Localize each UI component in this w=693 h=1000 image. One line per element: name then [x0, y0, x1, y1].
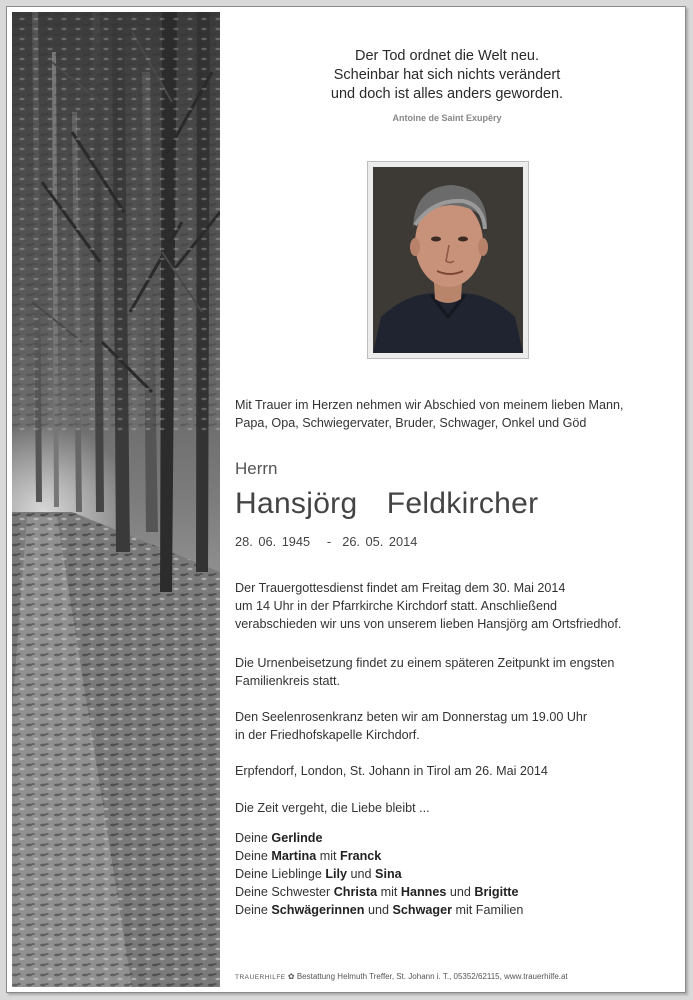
signature-name: Hannes: [400, 885, 447, 899]
portrait-illustration: [373, 167, 523, 353]
quote-line: Der Tod ordnet die Welt neu.: [354, 48, 540, 64]
place-date: [235, 762, 675, 780]
signature-text: und: [347, 867, 376, 881]
signature-name: Christa: [333, 885, 378, 899]
rosary-paragraph: [235, 708, 675, 744]
signature-text: und: [446, 885, 475, 899]
signature-name: Brigitte: [474, 885, 519, 899]
signature-text: Deine: [235, 849, 272, 863]
signature-line: [235, 901, 675, 919]
paragraph-line: Die Zeit vergeht, die Liebe bleibt ...: [235, 801, 430, 815]
signature-name: Sina: [375, 867, 402, 881]
paragraph-line: Den Seelenrosenkranz beten wir am Donnerstag um 19.00 Uhr: [235, 710, 588, 724]
portrait-photo: [373, 167, 523, 353]
signature-text: und: [364, 903, 393, 917]
deceased-name: Hansjörg Feldkircher: [235, 487, 539, 520]
signature-line: [235, 865, 675, 883]
signature-text: Deine Schwester: [235, 885, 334, 899]
service-paragraph: [235, 579, 675, 633]
forest-path-photo: [12, 12, 220, 987]
signatures: [235, 829, 675, 919]
flower-icon: ✿: [287, 972, 295, 981]
footer: [235, 972, 675, 981]
signature-name: Martina: [271, 849, 317, 863]
signature-line: [235, 829, 675, 847]
signature-name: Schwager: [392, 903, 452, 917]
paragraph-line: Erpfendorf, London, St. Johann in Tirol am 26. Mai 2014: [235, 764, 548, 778]
footer-text: Bestattung Helmuth Treffer, St. Johann i. T., 05352/62115, www.trauerhilfe.at: [296, 972, 568, 981]
paragraph-line: Die Urnenbeisetzung findet zu einem späteren Zeitpunkt im engsten: [235, 656, 615, 670]
signature-name: Gerlinde: [271, 831, 323, 845]
signature-text: Deine Lieblinge: [235, 867, 326, 881]
closing-quote: [235, 799, 675, 817]
intro-line: Mit Trauer im Herzen nehmen wir Abschied von meinem lieben Mann,: [235, 398, 624, 412]
footer-brand: TRAUERHILFE: [235, 974, 286, 981]
intro-line: Papa, Opa, Schwiegervater, Bruder, Schwager, Onkel und Göd: [235, 416, 587, 430]
forest-path-illustration: [12, 12, 220, 987]
signature-text: mit: [377, 885, 401, 899]
signature-text: Deine: [235, 903, 272, 917]
signature-text: Deine: [235, 831, 272, 845]
signature-name: Lily: [325, 867, 348, 881]
paragraph-line: um 14 Uhr in der Pfarrkirche Kirchdorf statt. Anschließend: [235, 599, 557, 613]
portrait-frame: [367, 161, 529, 359]
paragraph-line: Der Trauergottesdienst findet am Freitag dem 30. Mai 2014: [235, 581, 566, 595]
salutation: Herrn: [235, 459, 278, 478]
quote-line: und doch ist alles anders geworden.: [330, 86, 564, 102]
intro-text: [235, 396, 675, 432]
signature-text: mit Familien: [452, 903, 524, 917]
quote-author: Antoine de Saint Exupêry: [392, 113, 502, 123]
paragraph-line: in der Friedhofskapelle Kirchdorf.: [235, 728, 420, 742]
signature-name: Schwägerinnen: [271, 903, 365, 917]
paragraph-line: Familienkreis statt.: [235, 674, 340, 688]
signature-line: [235, 883, 675, 901]
signature-line: [235, 847, 675, 865]
quote: [237, 47, 657, 123]
quote-line: Scheinbar hat sich nichts verändert: [333, 67, 561, 83]
paragraph-line: verabschieden wir uns von unserem lieben Hansjörg am Ortsfriedhof.: [235, 617, 622, 631]
life-dates: 28. 06. 1945 - 26. 05. 2014: [235, 534, 418, 549]
obituary-page: [6, 6, 686, 993]
signature-name: Franck: [340, 849, 382, 863]
signature-text: mit: [316, 849, 340, 863]
urn-paragraph: [235, 654, 675, 690]
